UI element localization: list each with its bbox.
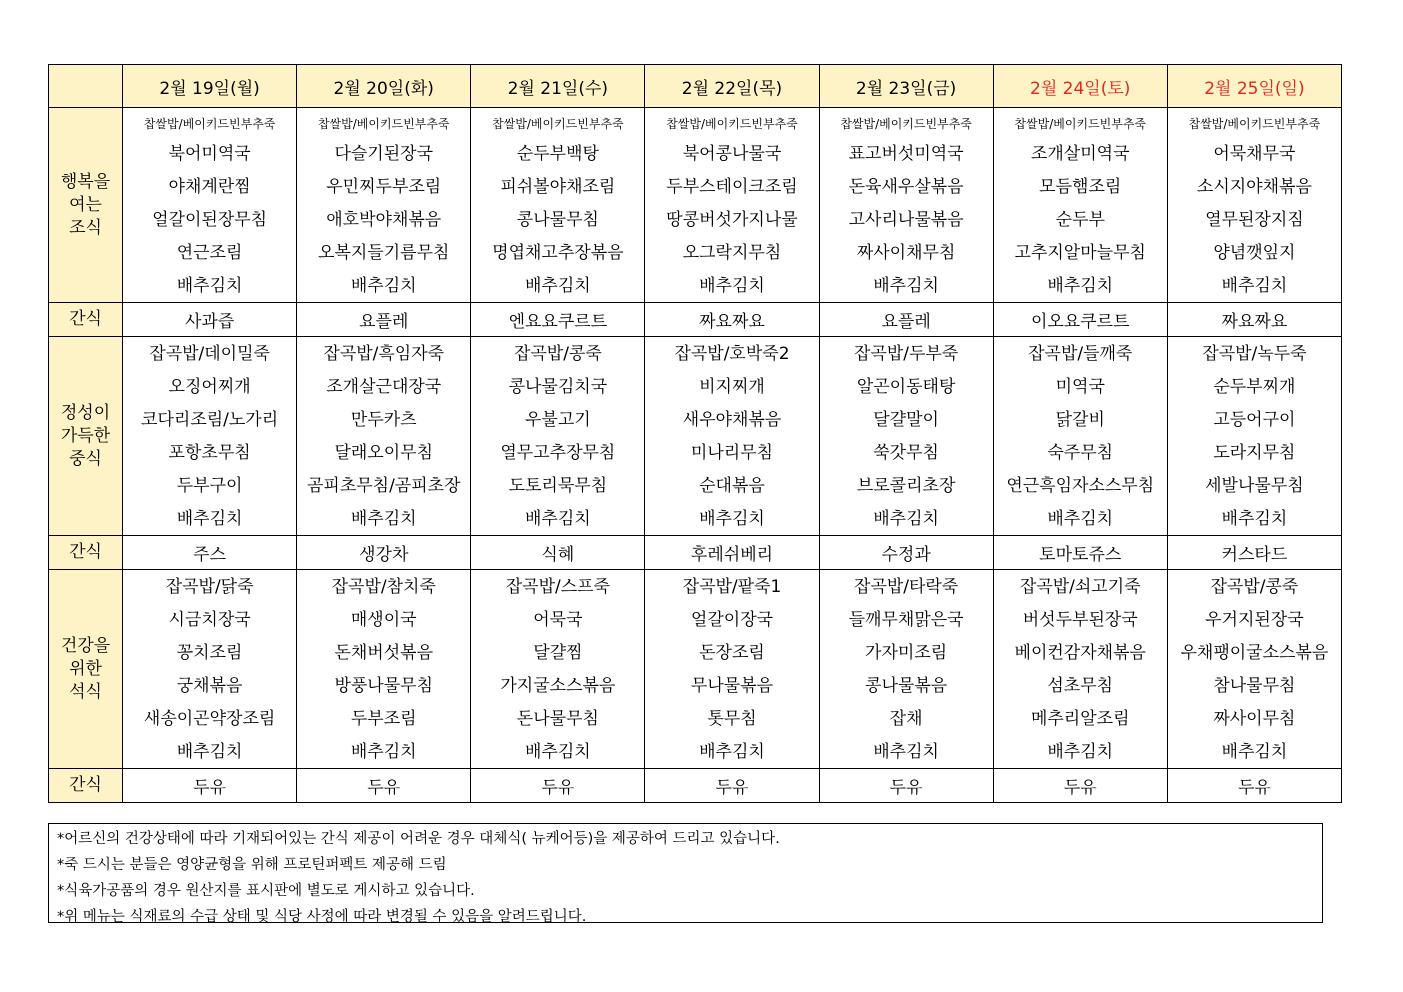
menu-item: 콩나물볶음 — [865, 675, 948, 696]
menu-item: 궁채볶음 — [176, 675, 243, 696]
menu-item: 찹쌀밥/베이키드빈부추죽 — [666, 116, 798, 131]
menu-item: 배추김치 — [1221, 741, 1288, 762]
date-header-7: 2월 25일(일) — [1167, 65, 1341, 108]
snack-label: 간식 — [49, 303, 123, 337]
menu-item: 잡곡밥/녹두죽 — [1202, 343, 1307, 364]
menu-item: 무나물볶음 — [690, 675, 774, 696]
menu-item: 순두부찌개 — [1213, 376, 1296, 397]
menu-item: 브로콜리초장 — [856, 475, 956, 496]
menu-item: 고등어구이 — [1213, 409, 1296, 430]
note-line: *어르신의 건강상태에 따라 기재되어있는 간식 제공이 어려운 경우 대체식( 뉴케어등)을 제공하여 드리고 있습니다. — [57, 831, 780, 847]
menu-item: 두부구이 — [176, 475, 243, 496]
menu-item: 우채팽이굴소스볶음 — [1180, 642, 1329, 663]
menu-item: 곰피초무침/곰피초장 — [306, 475, 461, 496]
menu-item: 배추김치 — [1221, 508, 1288, 529]
menu-items — [471, 337, 644, 535]
menu-item: 찹쌀밥/베이키드빈부추죽 — [317, 116, 450, 131]
menu-item: 고추지알마늘무침 — [1014, 242, 1146, 263]
snack-cell: 주스 — [123, 536, 297, 570]
menu-items — [471, 108, 644, 302]
menu-item: 배추김치 — [176, 741, 243, 762]
menu-item: 조개살근대장국 — [326, 376, 442, 397]
snack-cell: 요플레 — [297, 303, 471, 337]
menu-cell — [819, 337, 993, 536]
snack-cell: 커스타드 — [1167, 536, 1341, 570]
meal-label — [49, 337, 123, 536]
snack-cell: 짜요짜요 — [645, 303, 819, 337]
menu-cell — [123, 570, 297, 769]
menu-item: 들깨무채맑은국 — [848, 609, 964, 630]
menu-item: 찹쌀밥/베이키드빈부추죽 — [840, 116, 972, 131]
header-corner — [49, 65, 123, 108]
menu-item: 순대볶음 — [699, 475, 765, 496]
menu-cell — [297, 570, 471, 769]
menu-cell — [123, 337, 297, 536]
snack-cell: 두유 — [1167, 769, 1341, 803]
menu-item: 잡곡밥/들깨죽 — [1028, 343, 1133, 364]
menu-item: 잡곡밥/콩죽 — [513, 343, 602, 364]
menu-cell — [1167, 108, 1341, 303]
menu-item: 달래오이무침 — [334, 442, 433, 463]
menu-cell — [645, 108, 819, 303]
menu-item: 배추김치 — [1047, 275, 1114, 296]
snack-cell: 이오요쿠르트 — [993, 303, 1167, 337]
menu-item: 얼갈이장국 — [690, 609, 774, 630]
menu-item: 새송이곤약장조림 — [143, 708, 276, 729]
menu-item: 배추김치 — [699, 508, 765, 529]
menu-item: 배추김치 — [176, 508, 243, 529]
menu-items — [1168, 108, 1341, 302]
menu-item: 달걀말이 — [873, 409, 939, 430]
menu-item: 어묵채무국 — [1213, 143, 1296, 164]
menu-item: 두부조림 — [350, 708, 417, 729]
menu-item: 배추김치 — [350, 275, 417, 296]
meal-label-line: 석식 — [69, 681, 102, 702]
snack-cell: 두유 — [297, 769, 471, 803]
meal-label-line: 정성이 — [60, 402, 111, 423]
menu-item: 잡곡밥/두부죽 — [853, 343, 959, 364]
menu-item: 가자미조림 — [865, 642, 948, 663]
menu-item: 방풍나물무침 — [334, 675, 433, 696]
menu-cell — [993, 337, 1167, 536]
menu-cell — [297, 337, 471, 536]
menu-item: 잡곡밥/타락죽 — [853, 576, 959, 597]
menu-item: 잡곡밥/닭죽 — [165, 576, 254, 597]
menu-items — [994, 108, 1167, 302]
menu-items — [994, 337, 1167, 535]
menu-item: 연근조림 — [176, 242, 243, 263]
menu-item: 오그락지무침 — [682, 242, 782, 263]
menu-item: 미나리무침 — [690, 442, 774, 463]
snack-cell: 짜요짜요 — [1167, 303, 1341, 337]
date-header-2: 2월 20일(화) — [297, 65, 471, 108]
meal-label — [49, 108, 123, 303]
menu-body — [49, 108, 1342, 803]
menu-item: 돈채버섯볶음 — [334, 642, 433, 663]
menu-item: 고사리나물볶음 — [848, 209, 964, 230]
menu-item: 배추김치 — [1221, 275, 1288, 296]
menu-items — [645, 337, 818, 535]
meal-row — [49, 570, 1342, 769]
menu-item: 잡곡밥/스프죽 — [505, 576, 610, 597]
menu-items — [123, 337, 296, 535]
snack-cell: 토마토쥬스 — [993, 536, 1167, 570]
menu-items — [820, 570, 993, 768]
menu-cell — [471, 570, 645, 769]
menu-items — [123, 108, 296, 302]
note-line: *죽 드시는 분들은 영양균형을 위해 프로틴퍼펙트 제공해 드림 — [57, 857, 447, 873]
menu-item: 참나물무침 — [1213, 675, 1296, 696]
note-line: *식육가공품의 경우 원산지를 표시판에 별도로 게시하고 있습니다. — [57, 883, 475, 899]
menu-item: 찹쌀밥/베이키드빈부추죽 — [492, 116, 624, 131]
menu-item: 잡곡밥/팥죽1 — [682, 576, 782, 597]
menu-item: 우불고기 — [525, 409, 591, 430]
meal-label-line: 조식 — [69, 217, 102, 238]
meal-label-line: 행복을 — [60, 171, 111, 192]
snack-cell: 후레쉬베리 — [645, 536, 819, 570]
menu-item: 두부스테이크조림 — [666, 176, 798, 197]
menu-item: 잡곡밥/호박죽2 — [674, 343, 790, 364]
meal-label-line: 중식 — [69, 448, 102, 469]
menu-item: 새우야채볶음 — [682, 409, 782, 430]
menu-item: 잡곡밥/콩죽 — [1210, 576, 1299, 597]
menu-item: 애호박야채볶음 — [326, 209, 442, 230]
menu-item: 배추김치 — [699, 275, 765, 296]
menu-item: 배추김치 — [1047, 741, 1114, 762]
menu-item: 소시지야채볶음 — [1196, 176, 1312, 197]
meal-label — [49, 570, 123, 769]
menu-item: 찹쌀밥/베이키드빈부추죽 — [1014, 116, 1147, 131]
snack-label: 간식 — [49, 536, 123, 570]
menu-item: 만두카츠 — [350, 409, 417, 430]
date-header-5: 2월 23일(금) — [819, 65, 993, 108]
menu-item: 우민찌두부조림 — [326, 176, 442, 197]
menu-item: 돈장조림 — [699, 642, 765, 663]
menu-item: 오복지들기름무침 — [318, 242, 450, 263]
menu-item: 양념깻잎지 — [1213, 242, 1296, 263]
menu-item: 세발나물무침 — [1205, 475, 1304, 496]
meal-row — [49, 108, 1342, 303]
menu-items — [645, 570, 818, 768]
menu-items — [123, 570, 296, 768]
meal-label-line: 가득한 — [60, 425, 111, 446]
menu-cell — [645, 337, 819, 536]
menu-item: 꽁치조림 — [176, 642, 243, 663]
menu-item: 배추김치 — [350, 508, 417, 529]
menu-item: 잡곡밥/흑임자죽 — [323, 343, 445, 364]
menu-item: 찹쌀밥/베이키드빈부추죽 — [143, 116, 276, 131]
menu-item: 잡곡밥/참치죽 — [331, 576, 436, 597]
menu-item: 달걀찜 — [533, 642, 583, 663]
menu-item: 버섯두부된장국 — [1022, 609, 1138, 630]
menu-item: 배추김치 — [176, 275, 243, 296]
menu-cell — [819, 570, 993, 769]
notes-box — [48, 823, 1323, 923]
menu-cell — [819, 108, 993, 303]
menu-item: 숙주무침 — [1047, 442, 1114, 463]
menu-cell — [1167, 570, 1341, 769]
menu-item: 배추김치 — [525, 275, 591, 296]
menu-item: 순두부 — [1055, 209, 1105, 230]
menu-item: 돈육새우살볶음 — [848, 176, 964, 197]
meal-label-line: 위한 — [69, 658, 102, 679]
menu-item: 베이컨감자채볶음 — [1014, 642, 1146, 663]
menu-item: 배추김치 — [873, 741, 939, 762]
menu-item: 모듬햄조림 — [1039, 176, 1122, 197]
menu-item: 조개살미역국 — [1030, 143, 1130, 164]
snack-cell: 두유 — [993, 769, 1167, 803]
menu-item: 열무된장지짐 — [1205, 209, 1304, 230]
menu-item: 알곤이동태탕 — [856, 376, 956, 397]
menu-item: 코다리조림/노가리 — [141, 409, 279, 430]
menu-item: 도토리묵무침 — [508, 475, 608, 496]
date-header-4: 2월 22일(목) — [645, 65, 819, 108]
snack-cell: 식혜 — [471, 536, 645, 570]
snack-cell: 수정과 — [819, 536, 993, 570]
menu-item: 짜사이채무침 — [856, 242, 956, 263]
snack-cell: 두유 — [645, 769, 819, 803]
menu-item: 땅콩버섯가지나물 — [666, 209, 798, 230]
snack-row — [49, 303, 1342, 337]
menu-items — [820, 337, 993, 535]
menu-item: 찹쌀밥/베이키드빈부추죽 — [1188, 116, 1321, 131]
date-header-3: 2월 21일(수) — [471, 65, 645, 108]
menu-items — [297, 337, 470, 535]
menu-items — [297, 108, 470, 302]
menu-items — [645, 108, 818, 302]
snack-cell: 요플레 — [819, 303, 993, 337]
snack-label: 간식 — [49, 769, 123, 803]
menu-item: 북어콩나물국 — [682, 143, 782, 164]
snack-cell: 두유 — [471, 769, 645, 803]
menu-item: 피쉬볼야채조림 — [500, 176, 616, 197]
menu-item: 짜사이무침 — [1213, 708, 1296, 729]
menu-item: 우거지된장국 — [1205, 609, 1304, 630]
date-header-6: 2월 24일(토) — [993, 65, 1167, 108]
menu-item: 오징어찌개 — [168, 376, 251, 397]
menu-items — [994, 570, 1167, 768]
menu-items — [297, 570, 470, 768]
menu-item: 배추김치 — [699, 741, 765, 762]
snack-row — [49, 536, 1342, 570]
menu-item: 얼갈이된장무침 — [152, 209, 268, 230]
menu-items — [820, 108, 993, 302]
menu-item: 야채계란찜 — [168, 176, 251, 197]
snack-cell: 두유 — [123, 769, 297, 803]
date-header-1: 2월 19일(월) — [123, 65, 297, 108]
menu-item: 메추리알조림 — [1030, 708, 1130, 729]
menu-item: 잡채 — [889, 708, 923, 729]
menu-item: 표고버섯미역국 — [848, 143, 964, 164]
snack-row — [49, 769, 1342, 803]
menu-item: 배추김치 — [873, 275, 939, 296]
menu-items — [1168, 570, 1341, 768]
menu-item: 미역국 — [1055, 376, 1105, 397]
menu-cell — [1167, 337, 1341, 536]
menu-item: 콩나물무침 — [516, 209, 599, 230]
menu-item: 돈나물무침 — [516, 708, 599, 729]
menu-item: 명엽채고추장볶음 — [492, 242, 624, 263]
menu-item: 닭갈비 — [1055, 409, 1105, 430]
menu-item: 순두부백탕 — [516, 143, 599, 164]
menu-item: 어묵국 — [533, 609, 583, 630]
menu-item: 배추김치 — [1047, 508, 1114, 529]
snack-cell: 생강차 — [297, 536, 471, 570]
note-line: *위 메뉴는 식재료의 수급 상태 및 식당 사정에 따라 변경될 수 있음을 알려드립니다. — [57, 909, 587, 925]
menu-item: 잡곡밥/데이밀죽 — [149, 343, 270, 364]
date-header-row — [49, 65, 1342, 108]
menu-item: 시금치장국 — [168, 609, 251, 630]
menu-item: 배추김치 — [525, 508, 591, 529]
meal-label-line: 건강을 — [60, 635, 111, 656]
menu-item: 연근흑임자소스무침 — [1006, 475, 1155, 496]
menu-item: 포항초무침 — [168, 442, 251, 463]
snack-cell: 사과즙 — [123, 303, 297, 337]
menu-item: 열무고추장무침 — [500, 442, 616, 463]
menu-item: 배추김치 — [525, 741, 591, 762]
menu-cell — [993, 570, 1167, 769]
meal-label-line: 여는 — [69, 194, 102, 215]
menu-item: 도라지무침 — [1213, 442, 1296, 463]
menu-item: 비지찌개 — [699, 376, 765, 397]
menu-item: 배추김치 — [350, 741, 417, 762]
menu-cell — [471, 337, 645, 536]
menu-item: 배추김치 — [873, 508, 939, 529]
snack-cell: 두유 — [819, 769, 993, 803]
weekly-menu-table — [48, 64, 1342, 803]
menu-items — [471, 570, 644, 768]
menu-item: 북어미역국 — [168, 143, 251, 164]
menu-item: 잡곡밥/쇠고기죽 — [1019, 576, 1141, 597]
menu-cell — [471, 108, 645, 303]
menu-cell — [123, 108, 297, 303]
menu-item: 톳무침 — [707, 708, 757, 729]
menu-cell — [993, 108, 1167, 303]
menu-items — [1168, 337, 1341, 535]
menu-item: 가지굴소스볶음 — [500, 675, 616, 696]
menu-cell — [645, 570, 819, 769]
menu-item: 다슬기된장국 — [334, 143, 433, 164]
snack-cell: 엔요요쿠르트 — [471, 303, 645, 337]
menu-cell — [297, 108, 471, 303]
menu-item: 콩나물김치국 — [508, 376, 608, 397]
meal-row — [49, 337, 1342, 536]
menu-item: 섬초무침 — [1047, 675, 1114, 696]
menu-item: 매생이국 — [350, 609, 417, 630]
menu-item: 쑥갓무침 — [873, 442, 939, 463]
